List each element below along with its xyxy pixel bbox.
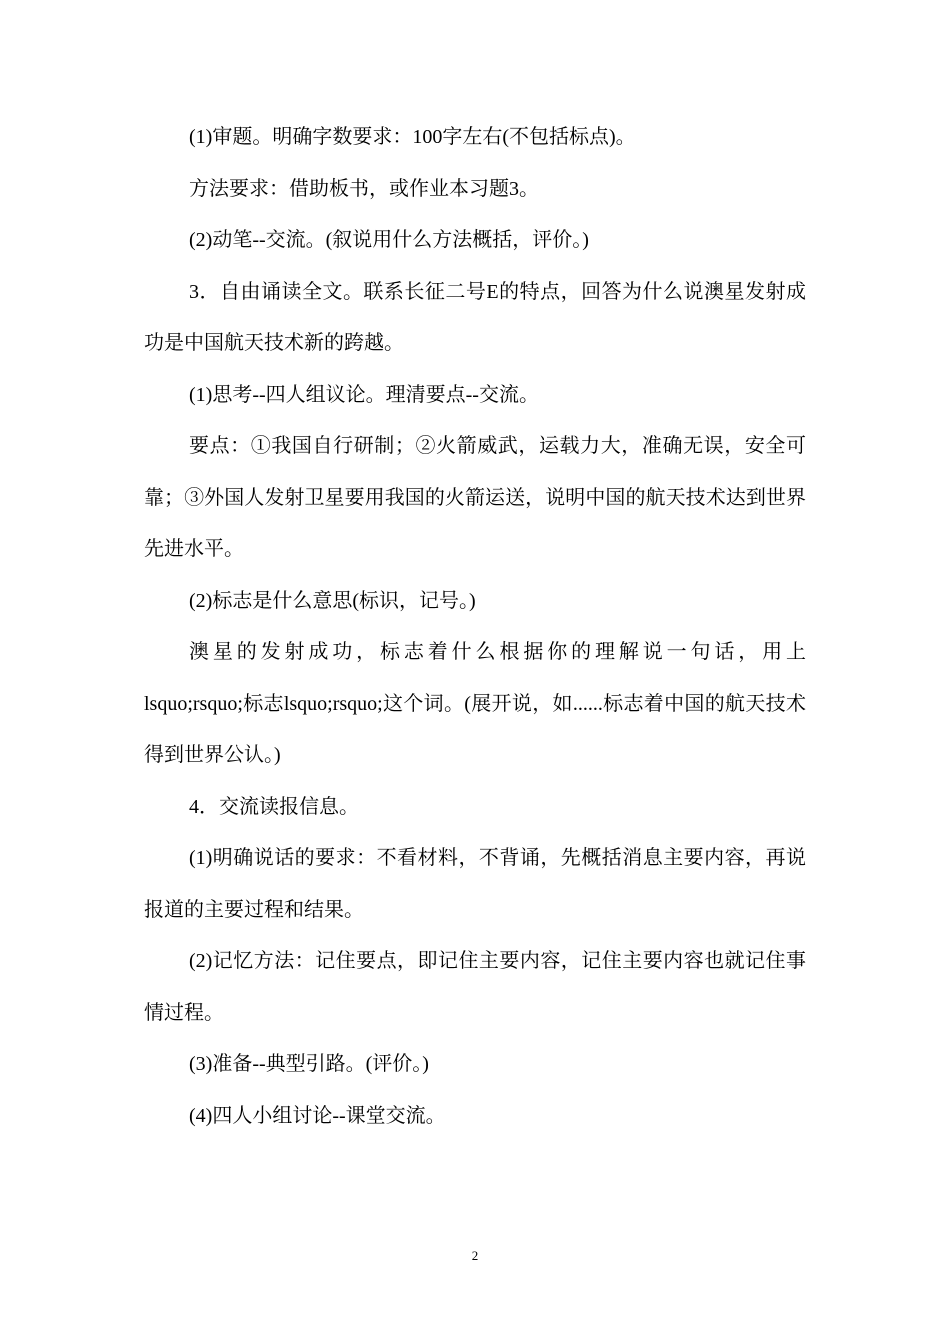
paragraph-review-question: (1)审题。明确字数要求：100字左右(不包括标点)。 (189, 126, 636, 148)
paragraph-step-3: 3．自由诵读全文。联系长征二号E的特点，回答为什么说澳星发射成功是中国航天技术新的跨越。 (144, 280, 806, 354)
paragraph-think-discuss: (1)思考--四人组议论。理清要点--交流。 (189, 383, 539, 406)
paragraph-step-4: 4．交流读报信息。 (189, 795, 359, 818)
paragraph-preparation: (3)准备--典型引路。(评价。) (189, 1053, 429, 1075)
paragraph-memory-method: (2)记忆方法：记住要点，即记住主要内容，记住主要内容也就记住事情过程。 (144, 950, 806, 1024)
page-number: 2 (471, 1248, 479, 1263)
paragraph-speaking-requirements: (1)明确说话的要求：不看材料，不背诵，先概括消息主要内容，再说报道的主要过程和结果。 (144, 847, 806, 921)
document-body (144, 112, 806, 1142)
paragraph-key-points: 要点：①我国自行研制；②火箭威武，运载力大，准确无误，安全可靠；③外国人发射卫星要用我国的火箭运送，说明中国的航天技术达到世界先进水平。 (144, 435, 806, 560)
paragraph-group-discussion: (4)四人小组讨论--课堂交流。 (189, 1104, 446, 1127)
paragraph-write-exchange: (2)动笔--交流。(叙说用什么方法概括，评价。) (189, 229, 589, 251)
paragraph-sign-meaning: (2)标志是什么意思(标识，记号。) (189, 589, 476, 612)
paragraph-launch-success: 澳星的发射成功，标志着什么根据你的理解说一句话，用上lsquo;rsquo;标志lsquo;rsquo;这个词。(展开说，如......标志着中国的航天技术得到世界公认。) (144, 641, 806, 766)
paragraph-method-requirement: 方法要求：借助板书，或作业本习题3。 (189, 177, 539, 200)
